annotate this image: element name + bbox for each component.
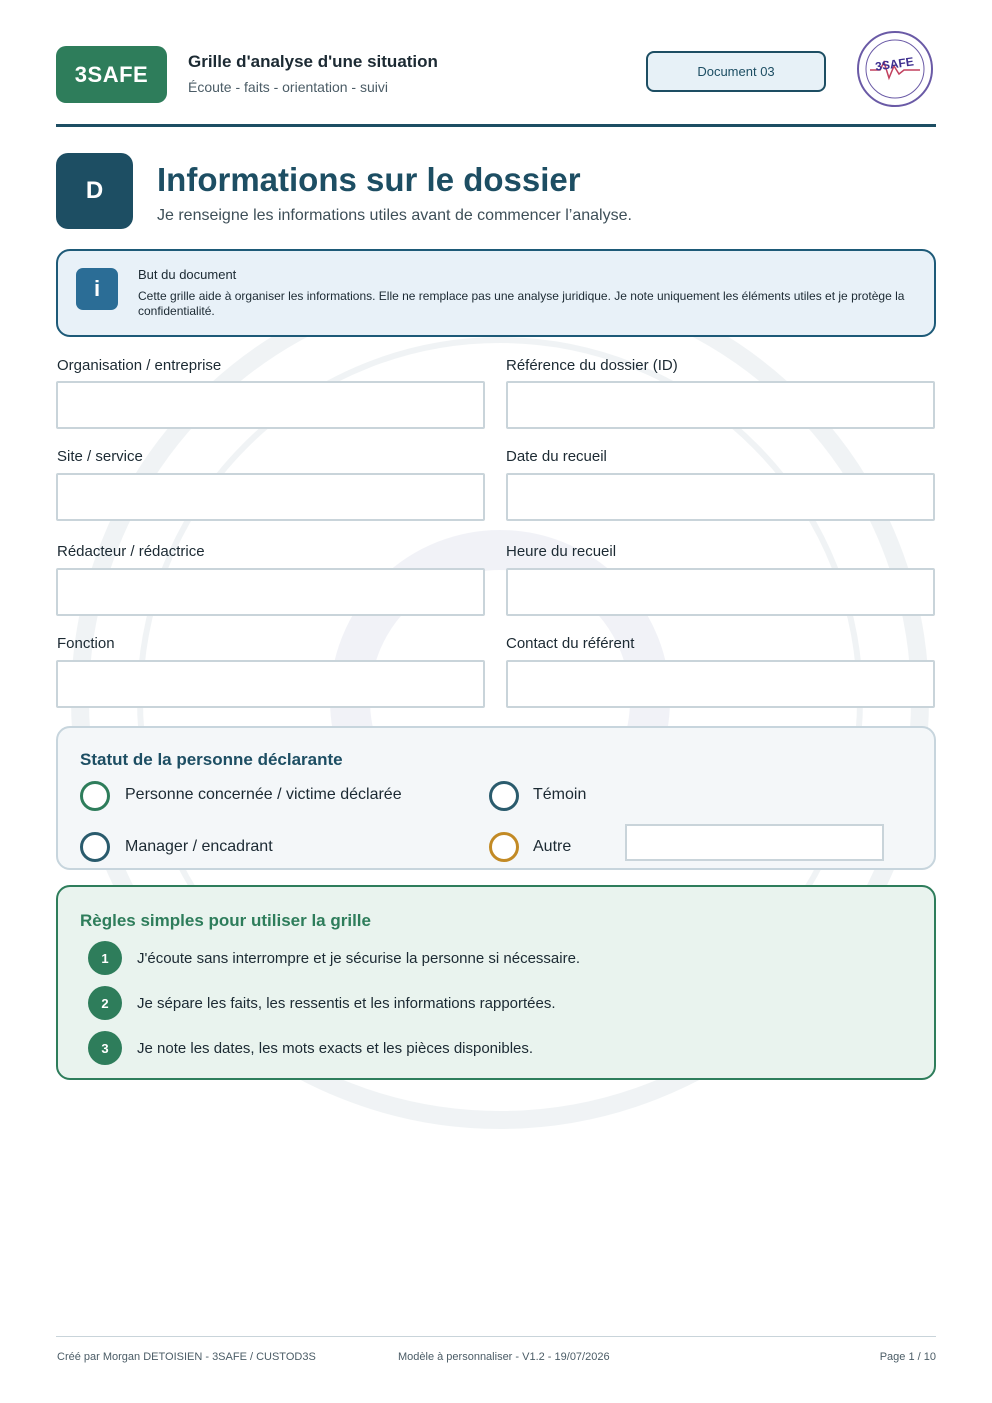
status-title: Statut de la personne déclarante <box>80 750 343 769</box>
redacteur-label: Rédacteur / rédactrice <box>57 543 205 560</box>
redacteur-field[interactable] <box>56 568 485 616</box>
fonction-label: Fonction <box>57 635 115 652</box>
site-label: Site / service <box>57 448 143 465</box>
radio-victim[interactable] <box>80 781 110 811</box>
footer-author: Créé par Morgan DETOISIEN - 3SAFE / CUSTOD3S <box>57 1351 316 1363</box>
footer-divider <box>56 1336 936 1337</box>
rule-text-1: J'écoute sans interrompre et je sécurise la personne si nécessaire. <box>137 950 581 967</box>
header-subtitle: Écoute - faits - orientation - suivi <box>188 79 388 95</box>
reference-label: Référence du dossier (ID) <box>506 357 678 374</box>
radio-manager-label: Manager / encadrant <box>125 838 273 855</box>
contact-field[interactable] <box>506 660 935 708</box>
other-status-field[interactable] <box>625 824 884 861</box>
rule-number-1: 1 <box>88 941 122 975</box>
radio-other[interactable] <box>489 832 519 862</box>
brand-badge: 3SAFE <box>56 46 167 103</box>
section-title: Informations sur le dossier <box>157 161 581 198</box>
footer-page-number: Page 1 / 10 <box>879 1351 936 1363</box>
rule-text-2: Je sépare les faits, les ressentis et les informations rapportées. <box>137 995 556 1012</box>
date-label: Date du recueil <box>506 448 607 465</box>
date-field[interactable] <box>506 473 935 521</box>
header-title: Grille d'analyse d'une situation <box>188 52 438 71</box>
radio-victim-label: Personne concernée / victime déclarée <box>125 786 402 803</box>
rule-text-3: Je note les dates, les mots exacts et les pièces disponibles. <box>137 1040 534 1057</box>
document-number-pill: Document 03 <box>646 51 826 92</box>
stamp-logo <box>856 30 934 108</box>
site-field[interactable] <box>56 473 485 521</box>
fonction-field[interactable] <box>56 660 485 708</box>
organisation-field[interactable] <box>56 381 485 429</box>
radio-witness[interactable] <box>489 781 519 811</box>
rule-number-3: 3 <box>88 1031 122 1065</box>
info-text: Cette grille aide à organiser les informations. Elle ne remplace pas une analyse juridique. Je note uniquement les éléments utiles et je protège la confidentialité. <box>138 289 905 318</box>
heure-label: Heure du recueil <box>506 543 617 560</box>
svg-text:3SAFE: 3SAFE <box>874 54 915 74</box>
contact-label: Contact du référent <box>506 635 635 652</box>
rules-title: Règles simples pour utiliser la grille <box>80 911 371 930</box>
info-icon: i <box>76 268 118 310</box>
rule-number-2: 2 <box>88 986 122 1020</box>
reference-field[interactable] <box>506 381 935 429</box>
section-subtitle: Je renseigne les informations utiles avant de commencer l’analyse. <box>157 207 632 224</box>
info-title: But du document <box>138 267 237 282</box>
header-divider <box>56 124 936 127</box>
radio-manager[interactable] <box>80 832 110 862</box>
footer-version: Modèle à personnaliser - V1.2 - 19/07/2026 <box>398 1351 610 1363</box>
radio-other-label: Autre <box>533 838 572 855</box>
organisation-label: Organisation / entreprise <box>57 357 222 374</box>
heure-field[interactable] <box>506 568 935 616</box>
radio-witness-label: Témoin <box>533 786 587 803</box>
section-letter-badge: D <box>56 153 133 229</box>
